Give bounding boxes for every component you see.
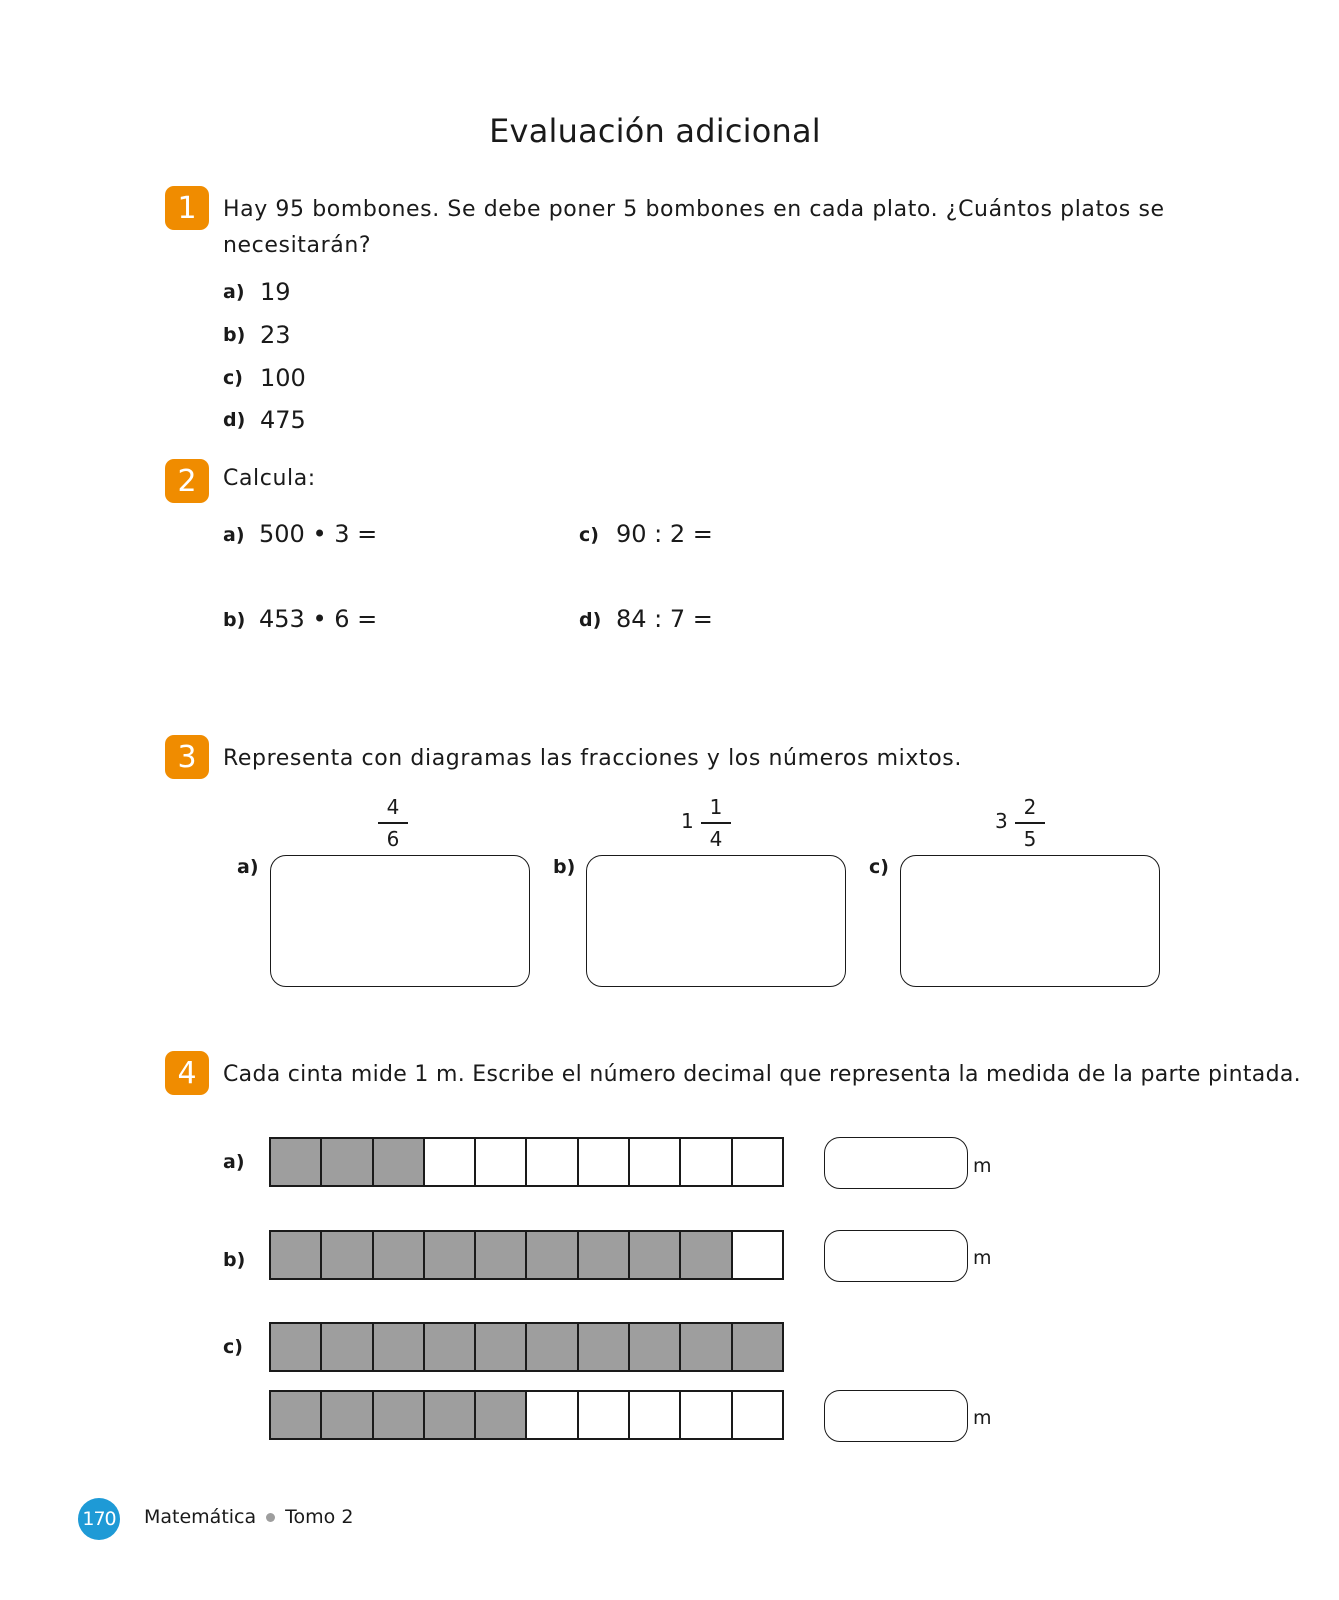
tape-segment-shaded: [679, 1232, 730, 1278]
tape-1m: [269, 1230, 784, 1280]
page-title: Evaluación adicional: [489, 112, 821, 150]
option-letter: b): [223, 324, 246, 346]
tape-segment-empty: [474, 1139, 525, 1185]
item-letter: c): [223, 1336, 243, 1358]
tape-segment-empty: [679, 1139, 730, 1185]
answer-box[interactable]: [824, 1137, 968, 1189]
question-number-badge: 1: [165, 186, 209, 230]
question-text: Cada cinta mide 1 m. Escribe el número decimal que representa la medida de la parte pintada.: [223, 1062, 1301, 1087]
tape-segment-empty: [525, 1139, 576, 1185]
calc-expression: 84 : 7 =: [616, 605, 713, 633]
item-letter: a): [223, 1151, 245, 1173]
fraction-bar: [378, 822, 408, 824]
item-letter: b): [223, 1249, 246, 1271]
fraction: [378, 794, 408, 852]
fraction-numerator: 2: [1023, 795, 1037, 819]
unit-label: m: [973, 1407, 992, 1429]
answer-box[interactable]: [824, 1230, 968, 1282]
tape-segment-shaded: [271, 1392, 320, 1438]
tape-1m: [269, 1390, 784, 1440]
tape-segment-shaded: [577, 1324, 628, 1370]
question-number-badge: 3: [165, 735, 209, 779]
tape-segment-empty: [731, 1392, 782, 1438]
tape-segment-shaded: [628, 1232, 679, 1278]
option-letter: a): [223, 281, 245, 303]
tape-segment-empty: [731, 1139, 782, 1185]
tape-1m: [269, 1322, 784, 1372]
question-text-line: necesitarán?: [223, 233, 372, 258]
diagram-answer-box[interactable]: [586, 855, 846, 987]
tape-segment-shaded: [474, 1392, 525, 1438]
mixed-whole: 1: [681, 809, 694, 833]
item-letter: b): [553, 856, 576, 878]
option-value: 19: [260, 278, 291, 306]
tape-segment-shaded: [372, 1232, 423, 1278]
tape-segment-shaded: [423, 1392, 474, 1438]
tape-segment-empty: [628, 1139, 679, 1185]
tape-segment-empty: [628, 1392, 679, 1438]
question-text: Calcula:: [223, 466, 316, 491]
tape-segment-shaded: [372, 1324, 423, 1370]
diagram-answer-box[interactable]: [900, 855, 1160, 987]
fraction-denominator: 5: [1023, 827, 1037, 851]
page-number: 170: [78, 1498, 120, 1540]
tape-segment-shaded: [423, 1232, 474, 1278]
fraction-bar: [701, 822, 731, 824]
tape-segment-shaded: [271, 1324, 320, 1370]
tape-segment-shaded: [271, 1232, 320, 1278]
tape-segment-shaded: [271, 1139, 320, 1185]
tape-segment-shaded: [525, 1232, 576, 1278]
book-volume: Tomo 2: [285, 1506, 354, 1528]
unit-label: m: [973, 1155, 992, 1177]
question-text-line: Hay 95 bombones. Se debe poner 5 bombones en cada plato. ¿Cuántos platos se: [223, 197, 1165, 222]
item-letter: d): [579, 609, 602, 631]
option-value: 100: [260, 364, 306, 392]
tape-segment-shaded: [628, 1324, 679, 1370]
item-letter: b): [223, 609, 246, 631]
tape-segment-shaded: [679, 1324, 730, 1370]
option-value: 23: [260, 321, 291, 349]
item-letter: c): [579, 524, 599, 546]
fraction-denominator: 6: [386, 827, 400, 851]
question-number-badge: 2: [165, 459, 209, 503]
calc-expression: 500 • 3 =: [259, 520, 378, 548]
tape-segment-shaded: [372, 1392, 423, 1438]
tape-1m: [269, 1137, 784, 1187]
tape-segment-shaded: [474, 1324, 525, 1370]
tape-segment-empty: [577, 1139, 628, 1185]
tape-segment-shaded: [320, 1139, 371, 1185]
fraction-numerator: 1: [709, 795, 723, 819]
tape-segment-shaded: [474, 1232, 525, 1278]
tape-segment-shaded: [372, 1139, 423, 1185]
item-letter: c): [869, 856, 889, 878]
tape-segment-shaded: [525, 1324, 576, 1370]
option-value: 475: [260, 406, 306, 434]
option-letter: c): [223, 367, 243, 389]
footer-book-info: [144, 1506, 353, 1528]
fraction-bar: [1015, 822, 1045, 824]
tape-segment-shaded: [577, 1232, 628, 1278]
tape-segment-empty: [731, 1232, 782, 1278]
tape-segment-shaded: [731, 1324, 782, 1370]
unit-label: m: [973, 1247, 992, 1269]
item-letter: a): [237, 856, 259, 878]
diagram-answer-box[interactable]: [270, 855, 530, 987]
book-title: Matemática: [144, 1506, 257, 1528]
calc-expression: 453 • 6 =: [259, 605, 378, 633]
mixed-number: [995, 794, 1045, 852]
question-text: Representa con diagramas las fracciones y los números mixtos.: [223, 746, 962, 771]
item-letter: a): [223, 524, 245, 546]
tape-segment-shaded: [320, 1324, 371, 1370]
answer-box[interactable]: [824, 1390, 968, 1442]
tape-segment-empty: [577, 1392, 628, 1438]
fraction-numerator: 4: [386, 795, 400, 819]
question-number-badge: 4: [165, 1051, 209, 1095]
mixed-whole: 3: [995, 809, 1008, 833]
tape-segment-empty: [525, 1392, 576, 1438]
option-letter: d): [223, 409, 246, 431]
calc-expression: 90 : 2 =: [616, 520, 713, 548]
tape-segment-empty: [679, 1392, 730, 1438]
tape-segment-shaded: [320, 1392, 371, 1438]
tape-segment-shaded: [320, 1232, 371, 1278]
separator-dot: [266, 1513, 275, 1522]
fraction-denominator: 4: [709, 827, 723, 851]
mixed-number: [681, 794, 731, 852]
tape-segment-empty: [423, 1139, 474, 1185]
tape-segment-shaded: [423, 1324, 474, 1370]
